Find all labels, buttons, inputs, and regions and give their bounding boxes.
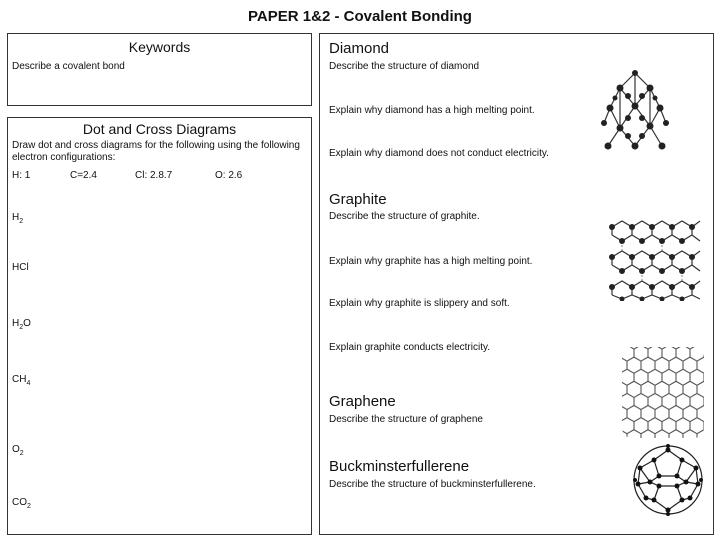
graphite-q3: Explain why graphite is slippery and soft. — [329, 298, 510, 309]
graphene-heading: Graphene — [329, 393, 396, 410]
diamond-q3: Explain why diamond does not conduct electricity. — [329, 148, 549, 159]
molecule-co2: $CO_2$ — [12, 497, 31, 510]
config-h: H: 1 — [12, 170, 31, 181]
molecule-h2o: $H_2O$ — [12, 318, 31, 331]
graphite-q1: Describe the structure of graphite. — [329, 211, 480, 222]
molecule-o2: $O_2$ — [12, 444, 24, 457]
keywords-prompt: Describe a covalent bond — [12, 61, 125, 72]
molecule-ch4: $CH_4$ — [12, 374, 31, 387]
graphite-q2: Explain why graphite has a high melting point. — [329, 256, 533, 267]
graphite-q4: Explain graphite conducts electricity. — [329, 342, 491, 353]
molecule-h2: $H_2$ — [12, 212, 24, 225]
config-c: C=2.4 — [70, 170, 97, 181]
graphite-heading: Graphite — [329, 191, 387, 208]
buckminsterfullerene-structure-image — [630, 440, 706, 520]
buckminsterfullerene-heading: Buckminsterfullerene — [329, 458, 470, 475]
page-title: PAPER 1&2 - Covalent Bonding — [248, 8, 472, 25]
graphene-structure-image — [620, 345, 706, 440]
molecule-hcl: HCl — [12, 262, 29, 273]
diamond-q1: Describe the structure of diamond — [329, 61, 480, 72]
diamond-structure-image — [600, 68, 670, 158]
graphite-structure-image — [608, 215, 704, 301]
config-cl: Cl: 2.8.7 — [135, 170, 173, 181]
keywords-heading: Keywords — [128, 39, 191, 55]
buckminsterfullerene-q1: Describe the structure of buckminsterfullerene. — [329, 479, 536, 490]
diamond-q2: Explain why diamond has a high melting point. — [329, 105, 535, 116]
dot-cross-instruction: Draw dot and cross diagrams for the following using the following electron configurations: — [12, 140, 300, 163]
diamond-heading: Diamond — [329, 40, 390, 57]
dot-cross-heading: Dot and Cross Diagrams — [82, 121, 237, 137]
config-o: O: 2.6 — [215, 170, 243, 181]
graphene-q1: Describe the structure of graphene — [329, 414, 483, 425]
